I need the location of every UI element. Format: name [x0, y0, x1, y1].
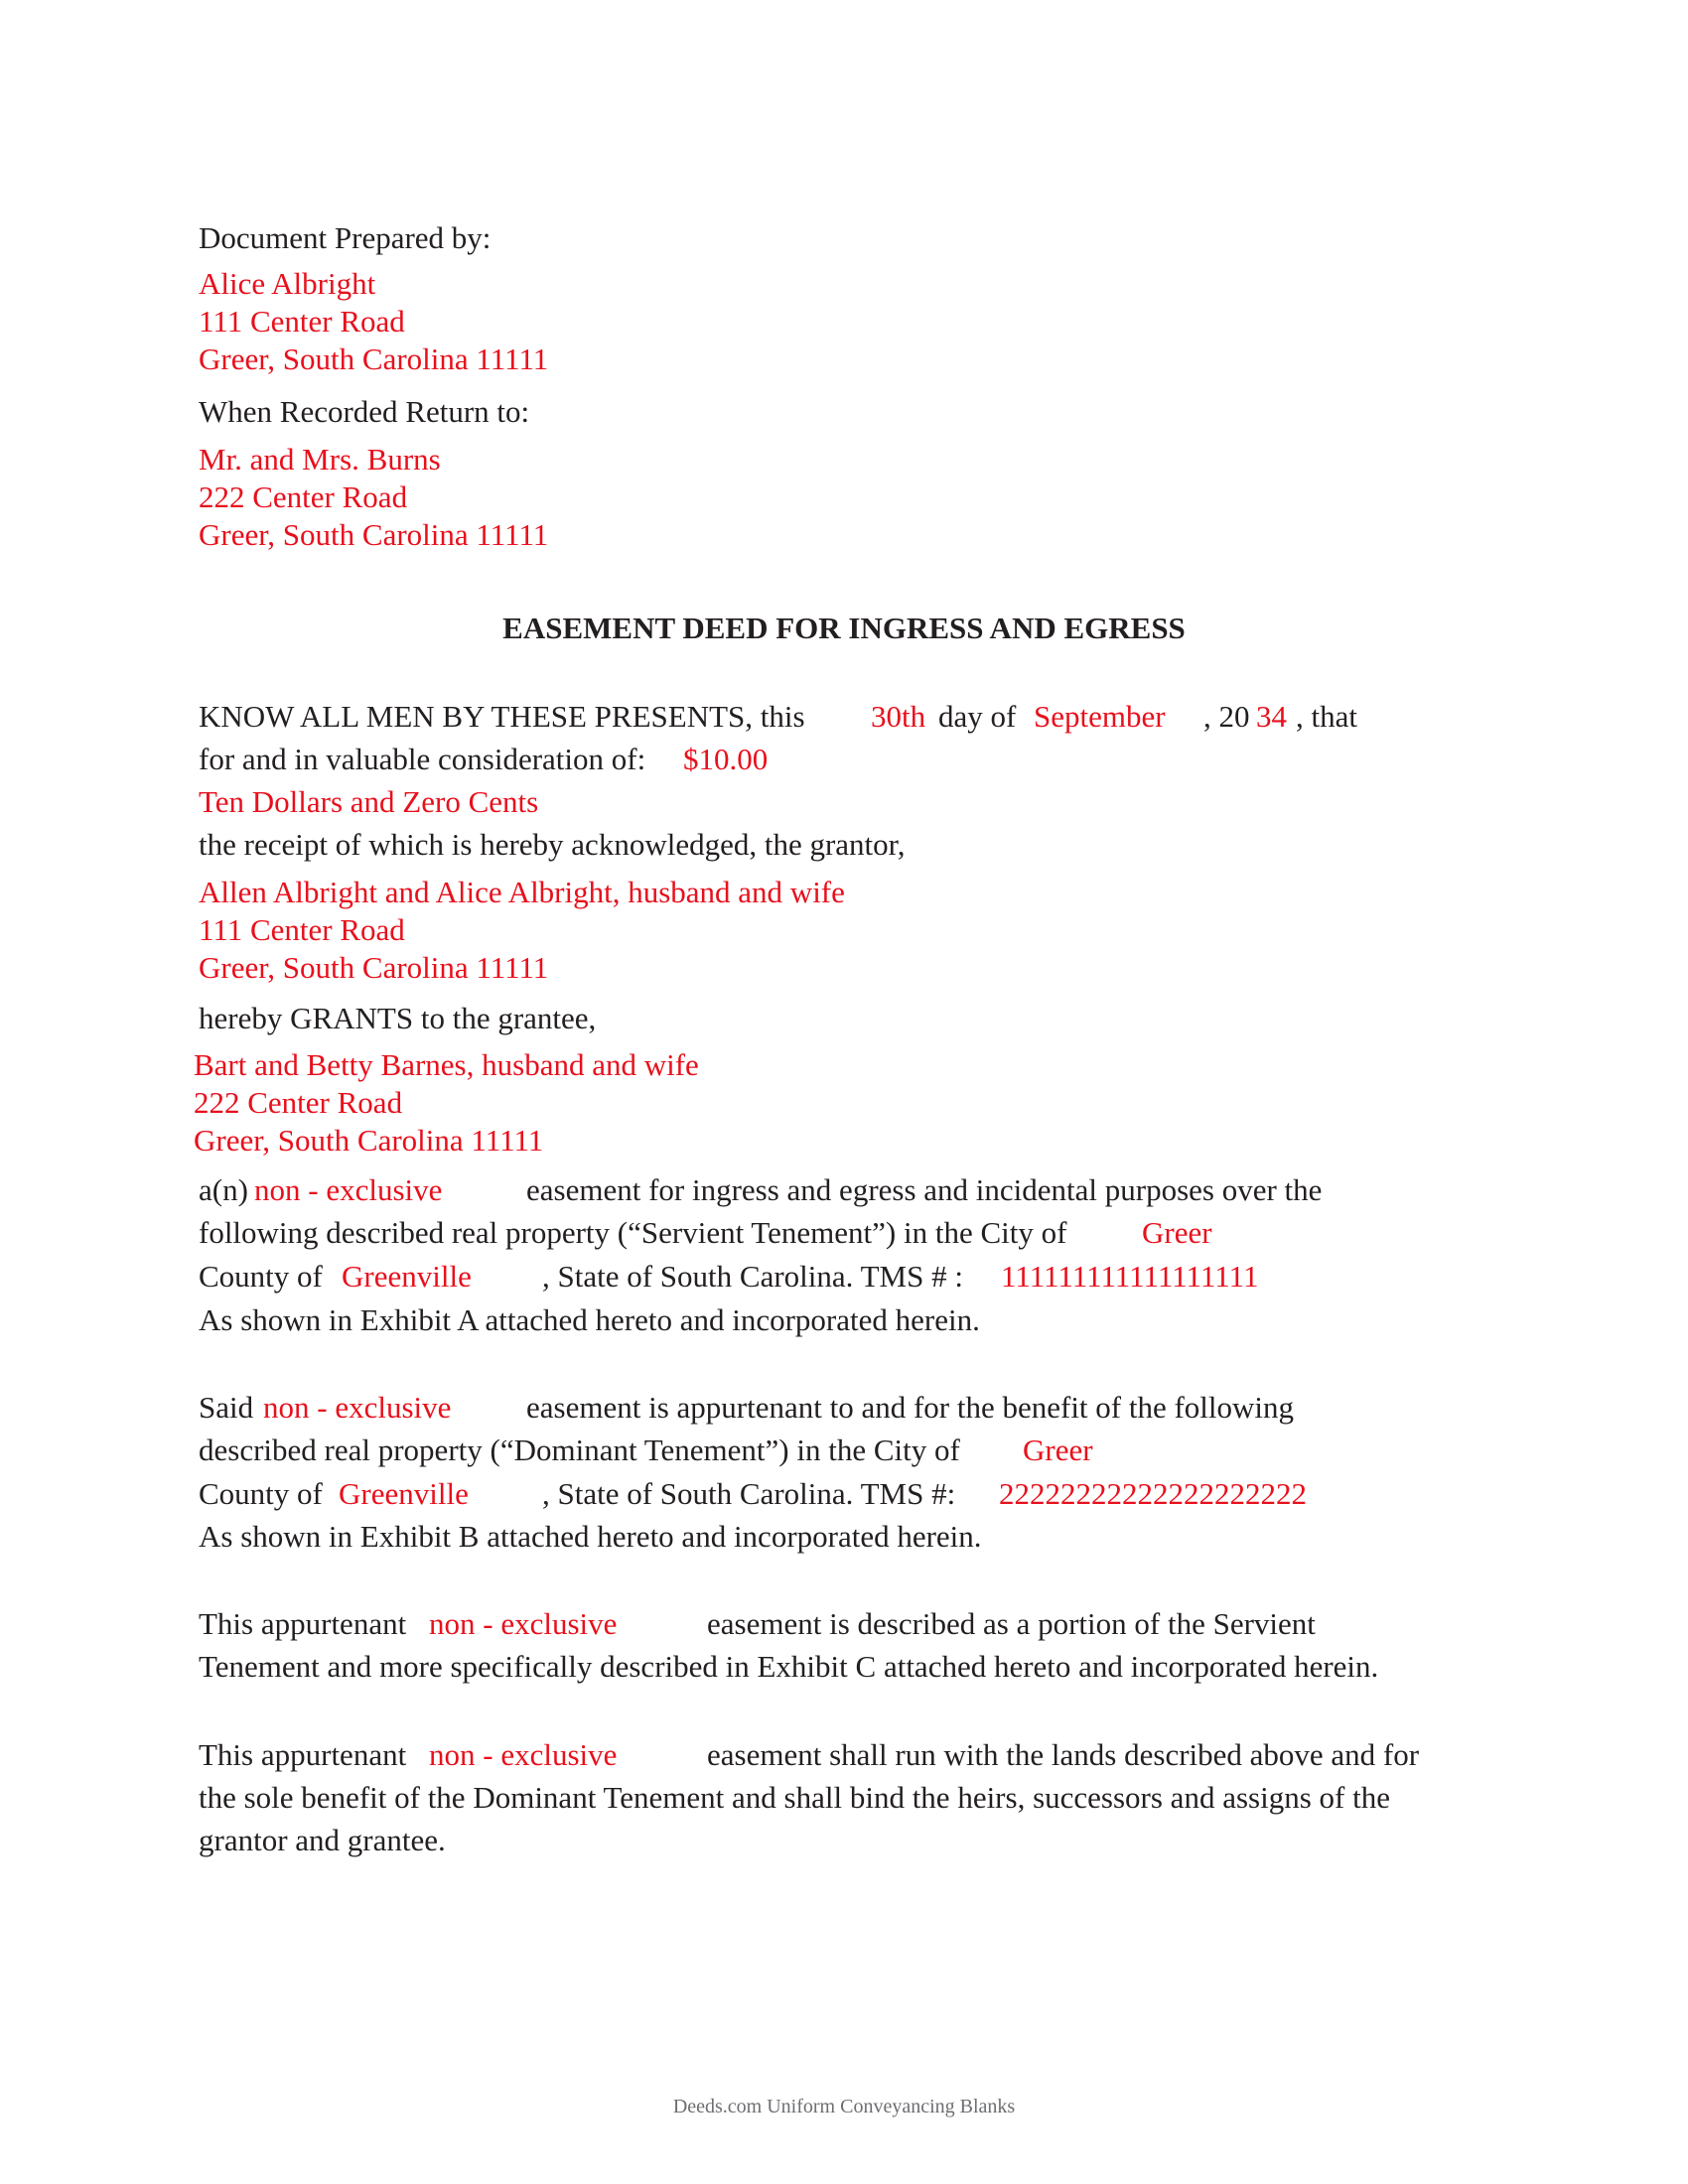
servient-easement-type: non - exclusive	[254, 1172, 443, 1207]
receipt-text: the receipt of which is hereby acknowledged, the grantor,	[199, 827, 906, 862]
grants-text: hereby GRANTS to the grantee,	[199, 1001, 597, 1035]
preparer-name: Alice Albright	[199, 266, 376, 301]
dominant-prefix: Said	[199, 1390, 254, 1425]
grantee-address-line1: 222 Center Road	[194, 1085, 403, 1120]
return-to-heading: When Recorded Return to:	[199, 394, 530, 429]
intro-month: September	[1034, 699, 1166, 734]
grantor-address-line2: Greer, South Carolina 11111	[199, 950, 549, 985]
runs-prefix: This appurtenant	[199, 1737, 407, 1772]
preparer-address-line2: Greer, South Carolina 11111	[199, 341, 549, 376]
dominant-county: Greenville	[339, 1476, 469, 1511]
prepared-by-heading: Document Prepared by:	[199, 220, 492, 255]
grantor-name: Allen Albright and Alice Albright, husband and wife	[199, 875, 845, 909]
intro-text-2: day of	[938, 699, 1017, 734]
servient-county-label: County of	[199, 1259, 323, 1294]
servient-state-text: , State of South Carolina. TMS # :	[542, 1259, 963, 1294]
document-title: EASEMENT DEED FOR INGRESS AND EGRESS	[502, 611, 1186, 645]
runs-easement-type: non - exclusive	[429, 1737, 618, 1772]
servient-line2: following described real property (“Servient Tenement”) in the City of	[199, 1215, 1067, 1250]
servient-exhibit-text: As shown in Exhibit A attached hereto and incorporated herein.	[199, 1302, 980, 1337]
return-to-address-line1: 222 Center Road	[199, 479, 408, 514]
portion-easement-type: non - exclusive	[429, 1606, 618, 1641]
return-to-address-line2: Greer, South Carolina 11111	[199, 517, 549, 552]
servient-tms-number: 111111111111111111	[1001, 1259, 1259, 1294]
grantee-address-line2: Greer, South Carolina 11111	[194, 1123, 544, 1158]
intro-day: 30th	[871, 699, 926, 734]
runs-line3: grantor and grantee.	[199, 1823, 446, 1857]
servient-city: Greer	[1142, 1215, 1212, 1250]
dominant-easement-type: non - exclusive	[263, 1390, 452, 1425]
consideration-amount-words: Ten Dollars and Zero Cents	[199, 784, 539, 819]
page-footer: Deeds.com Uniform Conveyancing Blanks	[672, 2096, 1016, 2117]
dominant-county-label: County of	[199, 1476, 323, 1511]
preparer-address-line1: 111 Center Road	[199, 304, 405, 339]
portion-prefix: This appurtenant	[199, 1606, 407, 1641]
grantor-address-line1: 111 Center Road	[199, 912, 405, 947]
dominant-city: Greer	[1023, 1433, 1093, 1467]
intro-text-3: , 20	[1203, 699, 1250, 734]
dominant-tms-number: 22222222222222222222	[999, 1476, 1307, 1511]
intro-text-4: , that	[1296, 699, 1357, 734]
servient-line1-rest: easement for ingress and egress and incidental purposes over the	[526, 1172, 1323, 1207]
intro-year-suffix: 34	[1256, 699, 1287, 734]
dominant-line1-rest: easement is appurtenant to and for the benefit of the following	[526, 1390, 1295, 1425]
return-to-name: Mr. and Mrs. Burns	[199, 442, 441, 477]
dominant-exhibit-text: As shown in Exhibit B attached hereto and incorporated herein.	[199, 1519, 982, 1554]
dominant-line2: described real property (“Dominant Tenement”) in the City of	[199, 1433, 960, 1467]
dominant-state-text: , State of South Carolina. TMS #:	[542, 1476, 956, 1511]
consideration-text: for and in valuable consideration of:	[199, 742, 646, 776]
portion-line2: Tenement and more specifically described in Exhibit C attached hereto and incorporated herein.	[199, 1649, 1379, 1684]
grantee-name: Bart and Betty Barnes, husband and wife	[194, 1047, 699, 1082]
servient-prefix: a(n)	[199, 1172, 248, 1207]
portion-line1-rest: easement is described as a portion of the Servient	[707, 1606, 1316, 1641]
consideration-amount: $10.00	[683, 742, 769, 776]
runs-line2: the sole benefit of the Dominant Tenement and shall bind the heirs, successors and assigns of the	[199, 1780, 1390, 1815]
runs-line1-rest: easement shall run with the lands described above and for	[707, 1737, 1420, 1772]
intro-text-1: KNOW ALL MEN BY THESE PRESENTS, this	[199, 699, 805, 734]
servient-county: Greenville	[342, 1259, 472, 1294]
